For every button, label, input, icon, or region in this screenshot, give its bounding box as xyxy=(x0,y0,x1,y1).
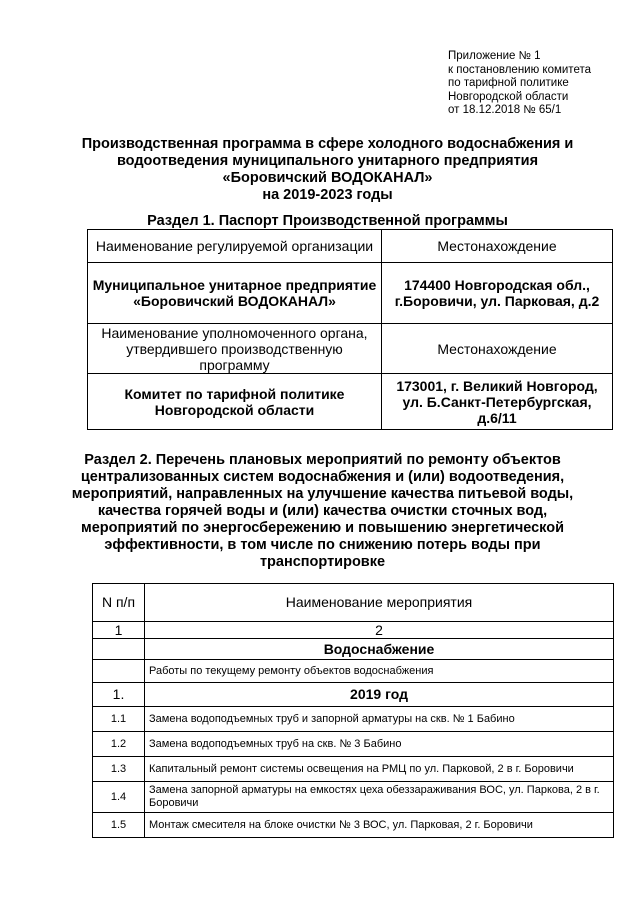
row-name: Замена водоподъемных труб на скв. № 3 Бабино xyxy=(145,732,614,757)
col-header-num: N п/п xyxy=(93,584,145,622)
title-line: водоотведения муниципального унитарного предприятия xyxy=(116,153,539,169)
row-num: 1.2 xyxy=(93,732,145,757)
index-cell: 1 xyxy=(93,622,145,639)
section1-heading: Раздел 1. Паспорт Производственной программы xyxy=(147,213,508,229)
row-name: Замена водоподъемных труб и запорной арматуры на скв. № 1 Бабино xyxy=(145,707,614,732)
title-line: Производственная программа в сфере холодного водоснабжения и xyxy=(81,136,574,152)
passport-cell: Муниципальное унитарное предприятие «Боровичский ВОДОКАНАЛ» xyxy=(88,263,382,324)
appendix-line: от 18.12.2018 № 65/1 xyxy=(448,104,562,116)
empty-cell xyxy=(93,660,145,683)
passport-cell: Наименование уполномоченного органа, утвердившего производственную программу xyxy=(88,324,382,374)
heading-line: мероприятий, направленных на улучшение качества питьевой воды, xyxy=(71,486,574,502)
empty-cell xyxy=(93,639,145,660)
row-num: 1.4 xyxy=(93,782,145,813)
appendix-line: Приложение № 1 xyxy=(448,50,541,62)
heading-line: эффективности, в том числе по снижению потерь воды при xyxy=(104,537,541,553)
passport-cell: 173001, г. Великий Новгород, ул. Б.Санкт-Петербургская, д.6/11 xyxy=(382,374,613,430)
passport-cell: Комитет по тарифной политике Новгородской области xyxy=(88,374,382,430)
appendix-note xyxy=(448,50,591,118)
col-header-name: Наименование мероприятия xyxy=(145,584,614,622)
heading-line: централизованных систем водоснабжения и (или) водоотведения, xyxy=(80,469,565,485)
row-name: Капитальный ремонт системы освещения на РМЦ по ул. Парковой, 2 в г. Боровичи xyxy=(145,757,614,782)
section2-heading xyxy=(60,452,585,571)
appendix-line: по тарифной политике xyxy=(448,77,569,89)
document-title xyxy=(60,136,595,204)
year-header: 2019 год xyxy=(145,683,614,707)
row-num: 1.5 xyxy=(93,813,145,838)
passport-table xyxy=(87,229,613,430)
measures-table xyxy=(92,583,614,838)
heading-line: мероприятий по энергосбережению и повышению энергетической xyxy=(80,520,565,536)
passport-cell: Местонахождение xyxy=(382,324,613,374)
passport-cell: 174400 Новгородская обл., г.Боровичи, ул. Парковая, д.2 xyxy=(382,263,613,324)
passport-cell: Местонахождение xyxy=(382,230,613,263)
appendix-line: к постановлению комитета xyxy=(448,63,591,76)
passport-cell: Наименование регулируемой организации xyxy=(88,230,382,263)
subgroup-header: Работы по текущему ремонту объектов водоснабжения xyxy=(145,660,614,683)
row-name: Монтаж смесителя на блоке очистки № 3 ВОС, ул. Парковая, 2 г. Боровичи xyxy=(145,813,614,838)
heading-line: Раздел 2. Перечень плановых мероприятий по ремонту объектов xyxy=(84,452,561,468)
group-header: Водоснабжение xyxy=(145,639,614,660)
title-line: на 2019-2023 годы xyxy=(262,187,393,203)
row-num: 1.1 xyxy=(93,707,145,732)
heading-line: качества горячей воды и (или) качества очистки сточных вод, xyxy=(97,503,548,519)
heading-line: транспортировке xyxy=(259,554,386,570)
appendix-line: Новгородской области xyxy=(448,90,569,103)
row-name: Замена запорной арматуры на емкостях цеха обеззараживания ВОС, ул. Паркова, 2 в г. Боровичи xyxy=(145,782,614,813)
year-num: 1. xyxy=(93,683,145,707)
index-cell: 2 xyxy=(145,622,614,639)
row-num: 1.3 xyxy=(93,757,145,782)
title-line: «Боровичский ВОДОКАНАЛ» xyxy=(222,170,433,186)
